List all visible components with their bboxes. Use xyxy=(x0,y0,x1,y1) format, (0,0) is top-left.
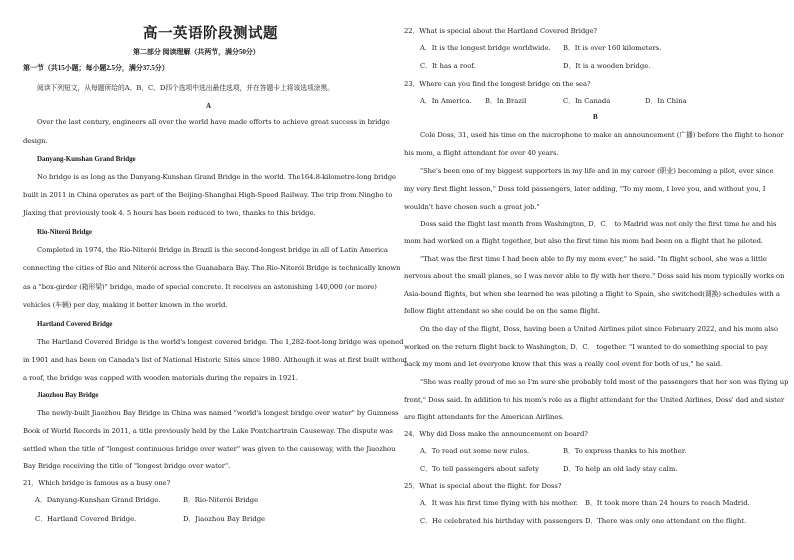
bridge-text-line: settled when the title of "longest continuous bridge over water" was given to the causeway, with the Jiaozhou xyxy=(23,445,396,453)
passage-b-line: Doss said the flight last month from Washington, D．C． to Madrid was not only the first time he and his xyxy=(420,220,777,228)
passage-b-line: my very first flight lesson," Doss told passengers, later adding, "To my mom, I love you, and without you, I xyxy=(404,185,766,193)
bridge-text-line: Book of World Records in 2011, a title previously held by the Lake Pontchartrain Causeway. The dispute was xyxy=(23,427,393,435)
instructions: 阅读下列短文，从每题所给的A、B、C、D四个选项中选出最佳选项，并在答题卡上将该选项涂黑。 xyxy=(37,84,334,92)
passage-b-line: fellow flight attendant so she could be on the same flight. xyxy=(404,307,600,315)
section-header: 第一节（共15小题；每小题2.5分，满分37.5分） xyxy=(23,64,169,72)
passage-b-line: Cole Doss, 31, used his time on the microphone to make an announcement (广播) before the flight to honor xyxy=(420,131,784,139)
bridge-text-line: Completed in 1974, the Rio-Niterói Bridge in Brazil is the second-longest bridge in all of Latin America xyxy=(37,246,388,254)
question-option: C．He celebrated his birthday with passengers xyxy=(420,517,583,525)
question-option: C．In Canada xyxy=(563,97,611,105)
bridge-text-line: No bridge is as long as the Danyang-Kunshan Grand Bridge in the world. The164.8-kilometre-long bridge xyxy=(37,173,397,181)
question-option: A．It was his first time flying with his mother. xyxy=(420,499,578,507)
bridge-text-line: in 1901 and has been on Canada's list of National Historic Sites since 1980. Although it was at first built without xyxy=(23,356,408,364)
part-header: 第二部分 阅读理解（共两节，满分50分） xyxy=(133,48,260,56)
question-option: A．To read out some new rules. xyxy=(420,447,530,455)
question-option: D．In China xyxy=(645,97,687,105)
question-option: C．To tell passengers about safety xyxy=(420,465,539,473)
passage-b-line: his mom, a flight attendant for over 40 years. xyxy=(404,149,559,157)
passage-a-label: A xyxy=(206,102,212,110)
question-option: B．In Brazil xyxy=(485,97,527,105)
question-option: B．To express thanks to his mother. xyxy=(563,447,687,455)
passage-a-intro-line: design. xyxy=(23,137,48,145)
page-title: 高一英语阶段测试题 xyxy=(143,26,278,42)
question-option: D．There was only one attendant on the flight. xyxy=(585,517,747,525)
question-stem: 21．Which bridge is famous as a busy one? xyxy=(23,479,171,487)
question-stem: 24．Why did Doss make the announcement on board? xyxy=(404,430,588,438)
bridge-heading: Rio-Niterói Bridge xyxy=(37,228,92,236)
bridge-text-line: a roof, the bridge was capped with wooden materials during the repairs in 1921. xyxy=(23,374,298,382)
question-option: B．It took more than 24 hours to reach Madrid. xyxy=(585,499,750,507)
passage-b-line: worked on the return flight back to Washington, D．C． together. "I wanted to do something special to pay xyxy=(404,343,768,351)
passage-b-line: "She was really proud of me so I'm sure she probably told most of the passengers that her son was flying up xyxy=(420,378,789,386)
bridge-heading: Jiaozhou Bay Bridge xyxy=(37,391,99,399)
question-option: D．It is a wooden bridge. xyxy=(563,62,651,70)
passage-b-line: wouldn't have chosen such a great job." xyxy=(404,203,540,211)
question-option: D．Jiaozhou Bay Bridge xyxy=(183,515,266,523)
question-option: A．Danyang-Kunshan Grand Bridge. xyxy=(35,496,161,504)
bridge-text-line: The Hartland Covered Bridge is the world's longest covered bridge. The 1,282-foot-long bridge was opened xyxy=(37,338,404,346)
bridge-heading: Hartland Covered Bridge xyxy=(37,320,113,328)
question-option: B．It is over 160 kilometers. xyxy=(563,44,662,52)
passage-b-line: Asia-bound flights, but when she learned he was piloting a flight to Spain, she switched(调换) schedules with a xyxy=(404,290,780,298)
passage-a-intro-line: Over the last century, engineers all over the world have made efforts to achieve great success in bridge xyxy=(37,118,390,126)
passage-b-line: nervous about the small planes, so I was never able to fly with her there." Doss said his mom typically works on xyxy=(404,272,785,280)
bridge-text-line: as a "box-girder (箱形梁)" bridge, made of special concrete. It receives an astonishing 140,000 (or more) xyxy=(23,283,377,291)
bridge-text-line: Bay Bridge receiving the title of "longest bridge over water". xyxy=(23,462,231,470)
passage-b-label: B xyxy=(593,113,598,121)
question-option: C．It has a roof. xyxy=(420,62,476,70)
question-option: D．To help an old lady stay calm. xyxy=(563,465,678,473)
bridge-heading: Danyang-Kunshan Grand Bridge xyxy=(37,155,136,163)
question-option: A．It is the longest bridge worldwide. xyxy=(420,44,551,52)
bridge-text-line: vehicles (车辆) per day, making it better known in the world. xyxy=(23,301,228,309)
passage-b-line: front," Doss said. In addition to his mom's role as a flight attendant for the United Airlines, Doss' dad and sister xyxy=(404,396,785,404)
question-stem: 22．What is special about the Hartland Covered Bridge? xyxy=(404,27,598,35)
question-stem: 23．Where can you find the longest bridge on the sea? xyxy=(404,80,591,88)
question-option: C．Hartland Covered Bridge. xyxy=(35,515,137,523)
bridge-text-line: The newly-built Jiaozhou Bay Bridge in China was named "world's longest bridge over water" by Guinness xyxy=(37,409,399,417)
bridge-text-line: built in 2011 in China operates as part of the Beijing-Shanghai High-Speed Railway. The trip from Ningbo to xyxy=(23,191,393,199)
question-option: A．In America. xyxy=(420,97,472,105)
passage-b-line: On the day of the flight, Doss, having been a United Airlines pilot since February 2022, and his mom also xyxy=(420,325,778,333)
bridge-text-line: Jiaxing that previously took 4. 5 hours has been reduced to two, thanks to this bridge. xyxy=(23,209,316,217)
passage-b-line: mom had worked on a flight together, but also the first time his mom had been on a flight that he piloted. xyxy=(404,237,764,245)
question-option: B．Rio-Niterói Bridge xyxy=(183,496,259,504)
passage-b-line: are flight attendants for the American Airlines. xyxy=(404,413,564,421)
passage-b-line: "That was the first time I had been able to fly my mom ever," he said. "In flight school, she was a little xyxy=(420,255,767,263)
passage-b-line: "She's been one of my biggest supporters in my life and in my career (职业) becoming a pilot, ever since xyxy=(420,167,774,175)
question-stem: 25．What is special about the flight. for Doss? xyxy=(404,482,562,490)
bridge-text-line: connecting the cities of Rio and Niterói across the Guanabara Bay. The Rio-Niterói Bridge is technically known xyxy=(23,264,401,272)
passage-b-line: back my mom and let everyone know that this was a really cool event for both of us," he said. xyxy=(404,360,723,368)
